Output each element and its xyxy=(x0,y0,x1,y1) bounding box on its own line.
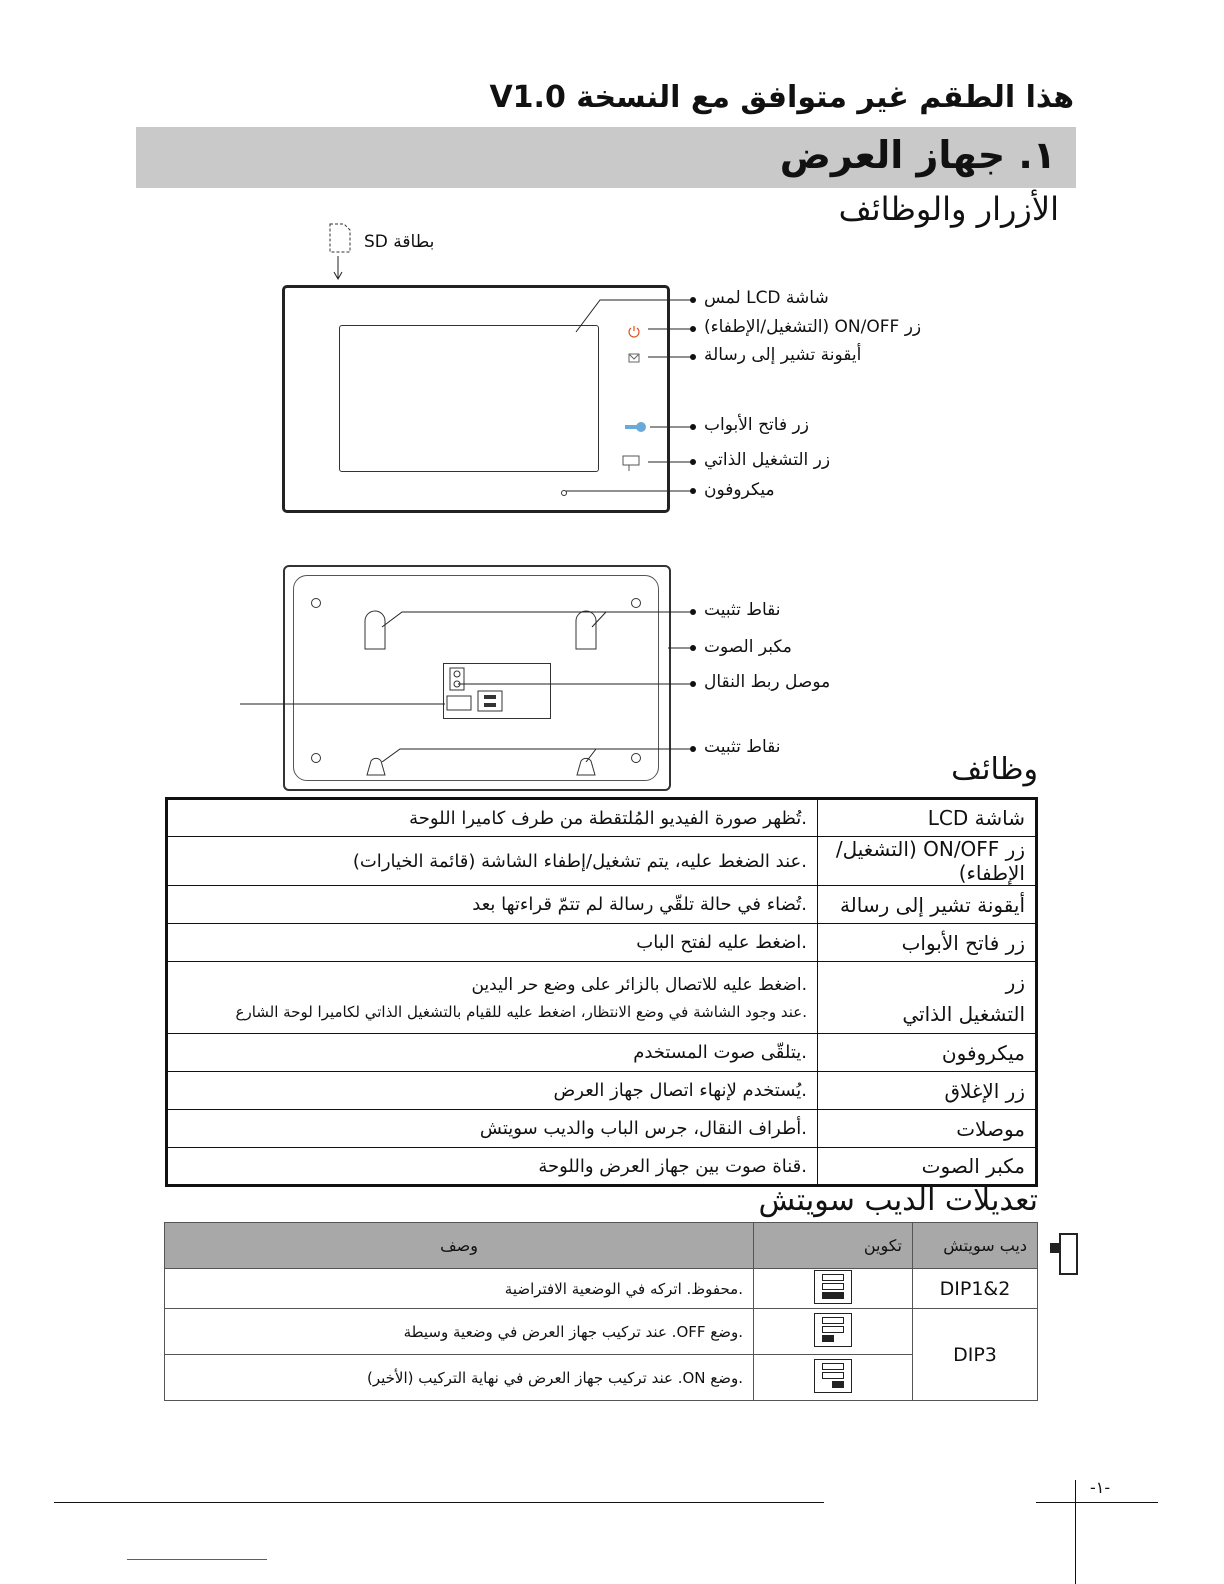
dip-config-icon xyxy=(814,1359,852,1393)
section-title: ١. جهاز العرض xyxy=(779,133,1056,177)
back-label-speaker: مكبر الصوت xyxy=(704,637,792,657)
table-row: مكبر الصوت .قناة صوت بين جهاز العرض واللوحة xyxy=(167,1148,1037,1186)
subsection-title: الأزرار والوظائف xyxy=(838,190,1059,228)
front-label-power: زر ON/OFF (التشغيل/الإطفاء) xyxy=(704,317,922,337)
sd-card-icon xyxy=(326,222,356,280)
front-label-mic: ميكروفون xyxy=(704,480,775,500)
table-row: زر فاتح الأبواب .اضغط عليه لفتح الباب xyxy=(167,924,1037,962)
front-label-lcd: شاشة LCD لمس xyxy=(704,288,829,308)
dip-table xyxy=(164,1222,1038,1401)
dip-config-icon xyxy=(814,1270,852,1304)
section-banner xyxy=(136,127,1076,188)
table-row: زر ON/OFF (التشغيل/الإطفاء) .عند الضغط عليه، يتم تشغيل/إطفاء الشاشة (قائمة الخيارات) xyxy=(167,837,1037,886)
cell-line: .عند وجود الشاشة في وضع الانتظار، اضغط عليه للقيام بالتشغيل الذاتي لكاميرا لوحة الشارع xyxy=(235,1002,807,1021)
cell-line: زر xyxy=(1005,969,1025,994)
table-row: DIP1&2 .محفوظ. اتركه في الوضعية الافتراضية xyxy=(165,1269,1038,1309)
footer-rule xyxy=(1036,1502,1158,1503)
back-label-connector: موصل ربط النقال xyxy=(704,672,831,692)
table-row: DIP3 .وضع OFF. عند تركيب جهاز العرض في وضعية وسيطة xyxy=(165,1309,1038,1355)
table-row: ميكروفون .يتلقّى صوت المستخدم xyxy=(167,1034,1037,1072)
footer-link-underline xyxy=(127,1559,267,1560)
front-label-selfstart: زر التشغيل الذاتي xyxy=(704,450,831,470)
sd-card-label: بطاقة SD xyxy=(364,232,435,252)
dip-title: تعديلات الديب سويتش xyxy=(758,1183,1038,1218)
front-label-message: أيقونة تشير إلى رسالة xyxy=(704,345,862,365)
front-callout-lines xyxy=(560,290,700,500)
table-row: ديب سويتش تكوين وصف xyxy=(165,1223,1038,1269)
table-row xyxy=(167,962,1037,1034)
table-row: زر الإغلاق .يُستخدم لإنهاء اتصال جهاز العرض xyxy=(167,1072,1037,1110)
table-row: .وضع ON. عند تركيب جهاز العرض في نهاية التركيب (الأخير) xyxy=(165,1355,1038,1401)
cell-line: .اضغط عليه للاتصال بالزائر على وضع حر اليدين xyxy=(471,974,807,995)
footer-rule xyxy=(54,1502,824,1503)
functions-table xyxy=(165,797,1038,1187)
functions-title: وظائف xyxy=(951,752,1038,787)
dip-config-icon xyxy=(814,1313,852,1347)
footer-divider xyxy=(1075,1480,1076,1584)
table-row: موصلات .أطراف النقال، جرس الباب والديب سويتش xyxy=(167,1110,1037,1148)
compat-notice: هذا الطقم غير متوافق مع النسخة V1.0 xyxy=(489,80,1074,115)
dip-switch-side-icon xyxy=(1046,1232,1080,1276)
cell-line: التشغيل الذاتي xyxy=(902,1001,1025,1026)
table-row: شاشة LCD .تُظهر صورة الفيديو المُلتقطة من طرف كاميرا اللوحة xyxy=(167,799,1037,837)
front-label-door: زر فاتح الأبواب xyxy=(704,415,809,435)
table-row: أيقونة تشير إلى رسالة .تُضاء في حالة تلقّي رسالة لم تتمّ قراءتها بعد xyxy=(167,886,1037,924)
back-label-mount-top: نقاط تثبيت xyxy=(704,600,781,620)
page-number: -١- xyxy=(1090,1478,1111,1497)
back-callout-lines xyxy=(240,592,700,762)
back-label-mount-bottom: نقاط تثبيت xyxy=(704,737,781,757)
